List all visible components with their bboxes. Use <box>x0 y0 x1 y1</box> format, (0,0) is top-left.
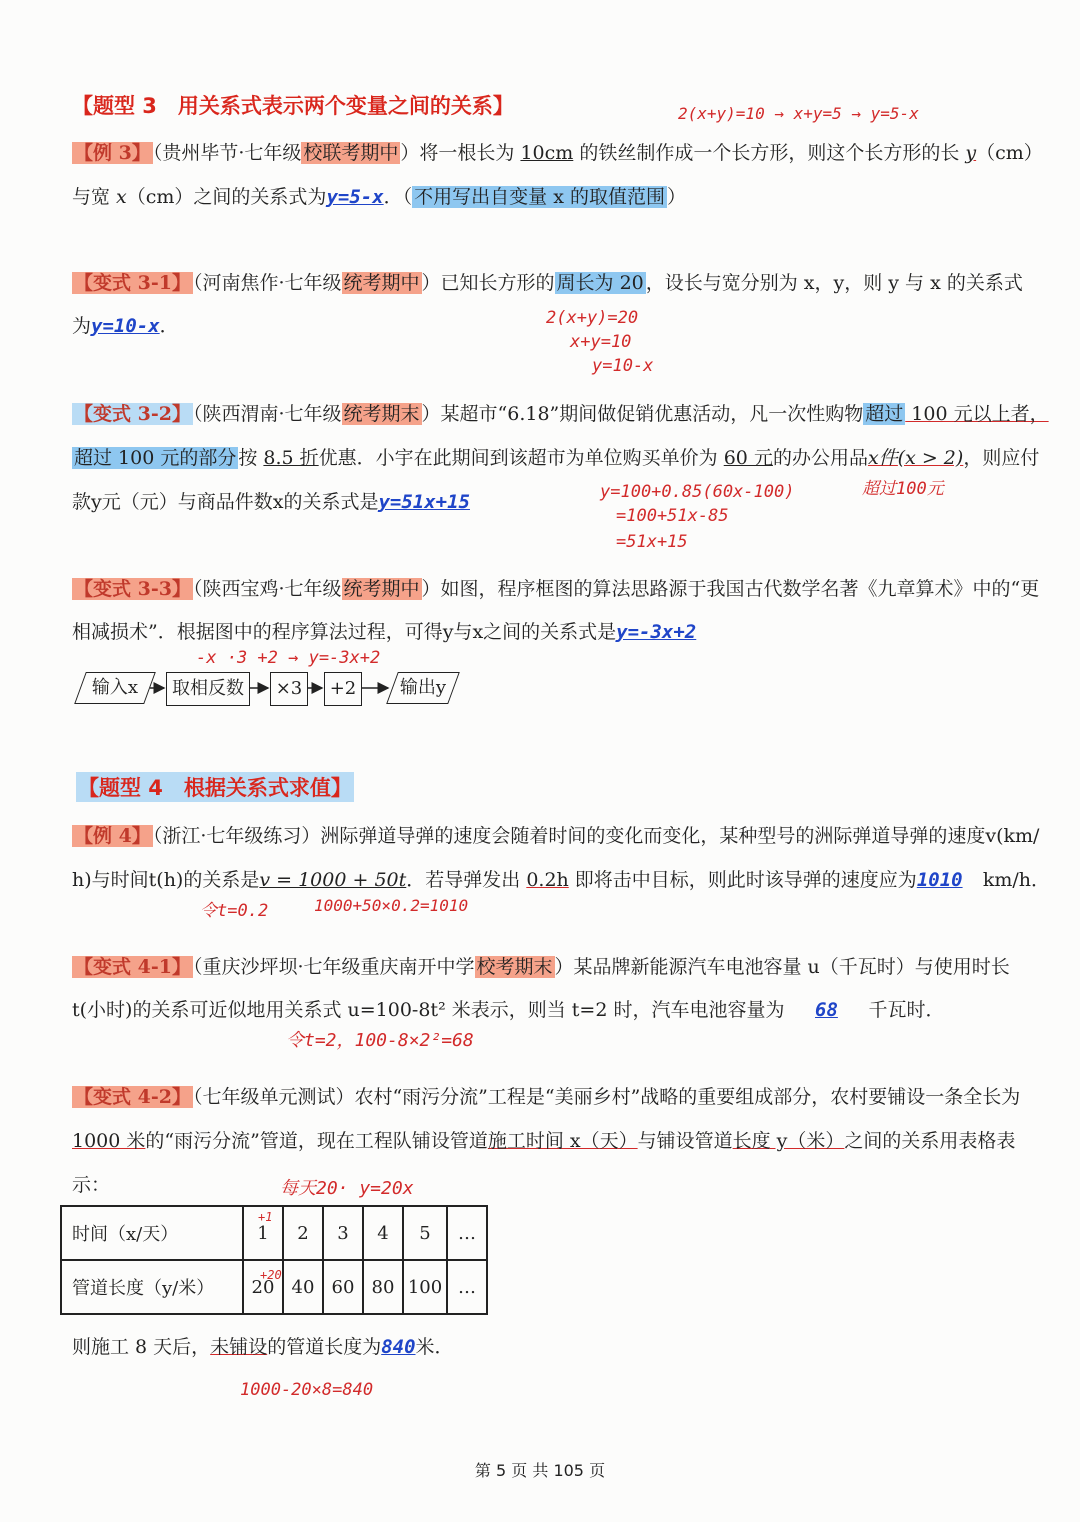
variant-4-1-work: 令t=2，100-8×2²=68 <box>286 1030 474 1051</box>
variant-3-1-highlight: 周长为 20 <box>556 272 644 294</box>
variant-3-3-work: -x ·3 +2 → y=-3x+2 <box>196 648 381 668</box>
pipe-table <box>60 1205 488 1315</box>
variant-4-1-answer: 68 <box>815 999 838 1021</box>
variant-4-2-length-var: 长度 y（米） <box>732 1130 845 1152</box>
table-cell: 3 <box>323 1206 363 1260</box>
example-4-line2-a: h)与时间t(h)的关系是 <box>72 869 260 891</box>
variant-4-2-last-a: 则施工 8 天后， <box>72 1336 211 1358</box>
variant-3-2-source: （陕西渭南·七年级 <box>192 403 342 425</box>
variant-4-1-source: （重庆沙坪坝·七年级重庆南开中学 <box>192 956 475 978</box>
example-4-line2-b: ．若导弹发出 <box>406 869 527 891</box>
variant-3-1-line-1 <box>72 270 1023 296</box>
page-footer: 第 5 页 共 105 页 <box>474 1461 606 1480</box>
flow-times-3: ×3 <box>270 672 308 706</box>
example-3-hint: 不用写出自变量 x 的取值范围 <box>414 186 665 208</box>
variant-3-2-answer: y=51x+15 <box>378 491 470 513</box>
variant-3-3-line-2 <box>72 619 696 645</box>
variant-3-2-work-2: =100+51x-85 <box>616 506 729 526</box>
variant-4-2-last-d: 米． <box>415 1336 454 1358</box>
variant-4-2-line-1 <box>72 1084 1020 1110</box>
variant-4-2-line-2 <box>72 1128 1015 1154</box>
variant-3-3-answer: y=-3x+2 <box>616 621 697 643</box>
table-cell: 100 <box>403 1260 447 1314</box>
example-3-line-2 <box>72 184 686 210</box>
example-3-exam: 校联考期中 <box>303 142 399 164</box>
example-4-line2-d: km/h． <box>982 869 1050 891</box>
table-cell: … <box>447 1260 487 1314</box>
variant-4-2-last-b: 未铺设 <box>210 1336 268 1358</box>
example-3-line2-b: （cm）之间的关系式为 <box>126 186 327 208</box>
example-3-line2-d: ） <box>666 186 686 208</box>
example-4-line-1 <box>72 823 1039 849</box>
example-4-line2-c: 即将击中目标，则此时该导弹的速度应为 <box>568 869 917 891</box>
variant-4-2-text-a: （七年级单元测试）农村“雨污分流”工程是“美丽乡村”战略的重要组成部分，农村要铺设一条全长为 <box>192 1086 1021 1108</box>
variant-3-1-source: （河南焦作·七年级 <box>192 272 342 294</box>
variant-3-1-work-3: y=10-x <box>592 356 654 376</box>
variant-4-1-line2-a: t(小时)的关系可近似地用关系式 u=100-8t² 米表示，则当 t=2 时，汽车电池容量为 <box>72 999 785 1021</box>
variant-3-1-text-a: ）已知长方形的 <box>421 272 555 294</box>
variant-3-1-end: ． <box>159 315 179 337</box>
variant-3-2-quantity: x件 <box>867 447 898 469</box>
variant-3-2-text-a: ）某超市“6.18”期间做促销优惠活动，凡一次性购物 <box>421 403 864 425</box>
variant-4-1-line-1 <box>72 954 1010 980</box>
variant-3-2-line2-b: 优惠．小宇在此期间到该超市为单位购买单价为 <box>318 447 724 469</box>
variant-3-2-price: 60 元 <box>723 447 773 469</box>
variant-3-2-line-3 <box>72 489 470 515</box>
variant-4-2-time-var: 施工时间 x（天） <box>487 1130 638 1152</box>
section-3-title: 【题型 3 用关系式表示两个变量之间的关系】 <box>72 94 514 118</box>
example-3-var-y: y <box>965 142 977 164</box>
variant-3-2-tag: 【变式 3-2】 <box>74 403 191 425</box>
example-4-line-2 <box>72 867 1050 893</box>
variant-4-1-line2-b: 千瓦时． <box>868 999 945 1021</box>
variant-4-2-line2-f: 之间的关系用表格表 <box>844 1130 1016 1152</box>
variant-3-2-highlight-a: 超过 <box>865 403 904 425</box>
flow-output: 输出y <box>392 672 454 704</box>
example-4-work-1: 令t=0.2 <box>200 901 269 921</box>
variant-3-3-source: （陕西宝鸡·七年级 <box>192 578 342 600</box>
variant-4-2-line-3: 示： <box>72 1174 111 1196</box>
table-cell: 2 <box>283 1206 323 1260</box>
example-3-text-c: （cm） <box>976 142 1043 164</box>
example-4-formula: v = 1000 + 50t <box>259 869 407 891</box>
variant-3-3-line2: 相减损术”．根据图中的程序算法过程，可得y与x之间的关系式是 <box>72 621 617 643</box>
variant-3-2-work-1: y=100+0.85(60x-100) <box>600 482 795 502</box>
table-cell: 60 <box>323 1260 363 1314</box>
variant-3-1-exam: 统考期中 <box>343 272 420 294</box>
variant-3-3-exam: 统考期中 <box>343 578 420 600</box>
table-cell: 80 <box>363 1260 403 1314</box>
table-cell: 40 <box>283 1260 323 1314</box>
example-3-source: （贵州毕节·七年级 <box>152 142 302 164</box>
example-3-length: 10cm <box>520 142 574 164</box>
variant-4-2-answer: 840 <box>381 1336 416 1358</box>
example-4-work-2: 1000+50×0.2=1010 <box>314 896 469 915</box>
variant-3-2-line3: 款y元（元）与商品件数x的关系式是 <box>72 491 379 513</box>
example-3-text-b: 的铁丝制作成一个长方形，则这个长方形的长 <box>573 142 966 164</box>
table-cell: 4 <box>363 1206 403 1260</box>
section-3-note: 2(x+y)=10 → x+y=5 → y=5-x <box>678 104 919 123</box>
variant-4-1-exam: 校考期末 <box>476 956 553 978</box>
table-cell: … <box>447 1206 487 1260</box>
variant-3-2-discount: 8.5 折 <box>263 447 319 469</box>
example-3-var-x: x <box>116 186 127 208</box>
variant-4-1-tag: 【变式 4-1】 <box>74 956 191 978</box>
variant-4-1-line-2 <box>72 997 944 1023</box>
variant-3-2-work-3: =51x+15 <box>616 532 688 552</box>
example-3-line-1 <box>72 140 1043 166</box>
section-4-title: 【题型 4 根据关系式求值】 <box>76 772 354 802</box>
variant-4-2-line2-b: 的“雨污分流”管道，现在工程队铺设管道 <box>145 1130 488 1152</box>
variant-3-1-work-2: x+y=10 <box>570 332 632 352</box>
variant-3-2-text-b: 100 元以上者， <box>905 403 1049 425</box>
variant-4-2-length: 1000 米 <box>72 1130 146 1152</box>
variant-4-2-work-bottom: 1000-20×8=840 <box>240 1380 374 1400</box>
variant-4-2-work-top: 每天20· y=20x <box>280 1178 414 1199</box>
table-cell: 20 <box>243 1260 283 1314</box>
variant-3-1-work-1: 2(x+y)=20 <box>546 308 639 328</box>
example-4-text-a: （浙江·七年级练习）洲际弹道导弹的速度会随着时间的变化而变化，某种型号的洲际弹道导弹的速度v(km/ <box>152 825 1040 847</box>
flow-negate: 取相反数 <box>166 672 250 706</box>
example-4-answer: 1010 <box>916 869 963 891</box>
variant-3-2-exam: 统考期末 <box>343 403 420 425</box>
variant-4-2-last-c: 的管道长度为 <box>267 1336 382 1358</box>
variant-3-1-line2: 为 <box>72 315 92 337</box>
variant-3-1-line-2 <box>72 313 179 339</box>
variant-3-1-tag: 【变式 3-1】 <box>74 272 191 294</box>
example-4-tag: 【例 4】 <box>74 825 151 847</box>
variant-4-2-line2-d: 与铺设管道 <box>637 1130 733 1152</box>
variant-3-2-line-2 <box>72 445 1039 471</box>
flow-input: 输入x <box>80 672 150 704</box>
table-cell: 5 <box>403 1206 447 1260</box>
variant-3-2-line-1 <box>72 401 1049 427</box>
flow-plus-2: +2 <box>324 672 362 706</box>
example-3-tag: 【例 3】 <box>74 142 151 164</box>
example-3-text: ）将一根长为 <box>400 142 521 164</box>
variant-3-1-text-b: ，设长与宽分别为 x，y，则 y 与 x 的关系式 <box>645 272 1023 294</box>
variant-3-2-note: 超过100元 <box>862 479 944 499</box>
variant-3-1-answer: y=10-x <box>91 315 160 337</box>
table-mark-2: +20 <box>260 1268 282 1282</box>
example-3-answer: y=5-x <box>326 186 384 208</box>
table-cell: 1 <box>243 1206 283 1260</box>
variant-3-2-highlight-b: 超过 100 元的部分 <box>74 447 237 469</box>
variant-3-2-condition: (x > 2) <box>897 447 964 469</box>
variant-3-2-line2-a: 按 <box>238 447 264 469</box>
example-4-time: 0.2h <box>526 869 569 891</box>
variant-3-3-line-1 <box>72 576 1039 602</box>
variant-4-2-tag: 【变式 4-2】 <box>74 1086 191 1108</box>
variant-3-3-tag: 【变式 3-3】 <box>74 578 191 600</box>
table-row <box>61 1206 487 1260</box>
table-mark-1: +1 <box>258 1210 273 1224</box>
variant-4-2-last-line <box>72 1334 454 1360</box>
table-header-time: 时间（x/天） <box>61 1206 243 1260</box>
variant-4-1-text-a: ）某品牌新能源汽车电池容量 u（千瓦时）与使用时长 <box>554 956 1010 978</box>
table-header-length: 管道长度（y/米） <box>61 1260 243 1314</box>
example-3-line2-c: ．（ <box>383 186 413 208</box>
variant-3-2-line2-c: 的办公用品 <box>772 447 868 469</box>
variant-3-2-line2-d: ，则应付 <box>963 447 1040 469</box>
variant-3-3-text-a: ）如图，程序框图的算法思路源于我国古代数学名著《九章算术》中的“更 <box>421 578 1040 600</box>
example-3-line2-a: 与宽 <box>72 186 117 208</box>
